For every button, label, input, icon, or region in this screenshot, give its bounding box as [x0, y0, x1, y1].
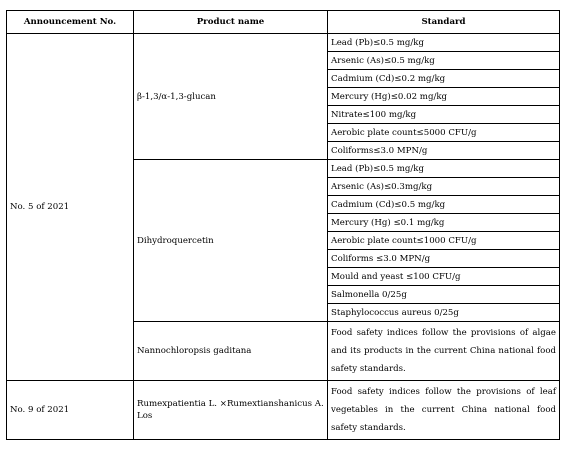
- standard-paragraph: Food safety indices follow the provisions of leaf vegetables in the current China national food safety standards.: [328, 381, 560, 440]
- product-name: β-1,3/α-1,3-glucan: [134, 34, 328, 160]
- header-announcement-no: Announcement No.: [7, 11, 134, 34]
- standard-item: Coliforms≤3.0 MPN/g: [328, 142, 560, 160]
- standard-item: Cadmium (Cd)≤0.5 mg/kg: [328, 196, 560, 214]
- header-row: [7, 11, 560, 34]
- standard-item: Staphylococcus aureus 0/25g: [328, 304, 560, 322]
- product-name: Nannochloropsis gaditana: [134, 322, 328, 381]
- standard-item: Cadmium (Cd)≤0.2 mg/kg: [328, 70, 560, 88]
- header-standard: Standard: [328, 11, 560, 34]
- product-name: Dihydroquercetin: [134, 160, 328, 322]
- standard-item: Mercury (Hg)≤0.02 mg/kg: [328, 88, 560, 106]
- standard-item: Coliforms ≤3.0 MPN/g: [328, 250, 560, 268]
- standards-table: [6, 10, 560, 440]
- standard-item: Nitrate≤100 mg/kg: [328, 106, 560, 124]
- table-row: [7, 381, 560, 440]
- standard-item: Salmonella 0/25g: [328, 286, 560, 304]
- standard-item: Lead (Pb)≤0.5 mg/kg: [328, 34, 560, 52]
- standard-item: Aerobic plate count≤5000 CFU/g: [328, 124, 560, 142]
- standard-item: Mould and yeast ≤100 CFU/g: [328, 268, 560, 286]
- standard-item: Arsenic (As)≤0.3mg/kg: [328, 178, 560, 196]
- header-product-name: Product name: [134, 11, 328, 34]
- standard-item: Aerobic plate count≤1000 CFU/g: [328, 232, 560, 250]
- table-row: [7, 34, 560, 52]
- announcement-number: No. 5 of 2021: [7, 34, 134, 381]
- standard-item: Arsenic (As)≤0.5 mg/kg: [328, 52, 560, 70]
- product-name: Rumexpatientia L. ×Rumextianshanicus A. Los: [134, 381, 328, 440]
- standard-item: Lead (Pb)≤0.5 mg/kg: [328, 160, 560, 178]
- standard-item: Mercury (Hg) ≤0.1 mg/kg: [328, 214, 560, 232]
- standard-paragraph: Food safety indices follow the provisions of algae and its products in the current China national food safety standards.: [328, 322, 560, 381]
- announcement-number: No. 9 of 2021: [7, 381, 134, 440]
